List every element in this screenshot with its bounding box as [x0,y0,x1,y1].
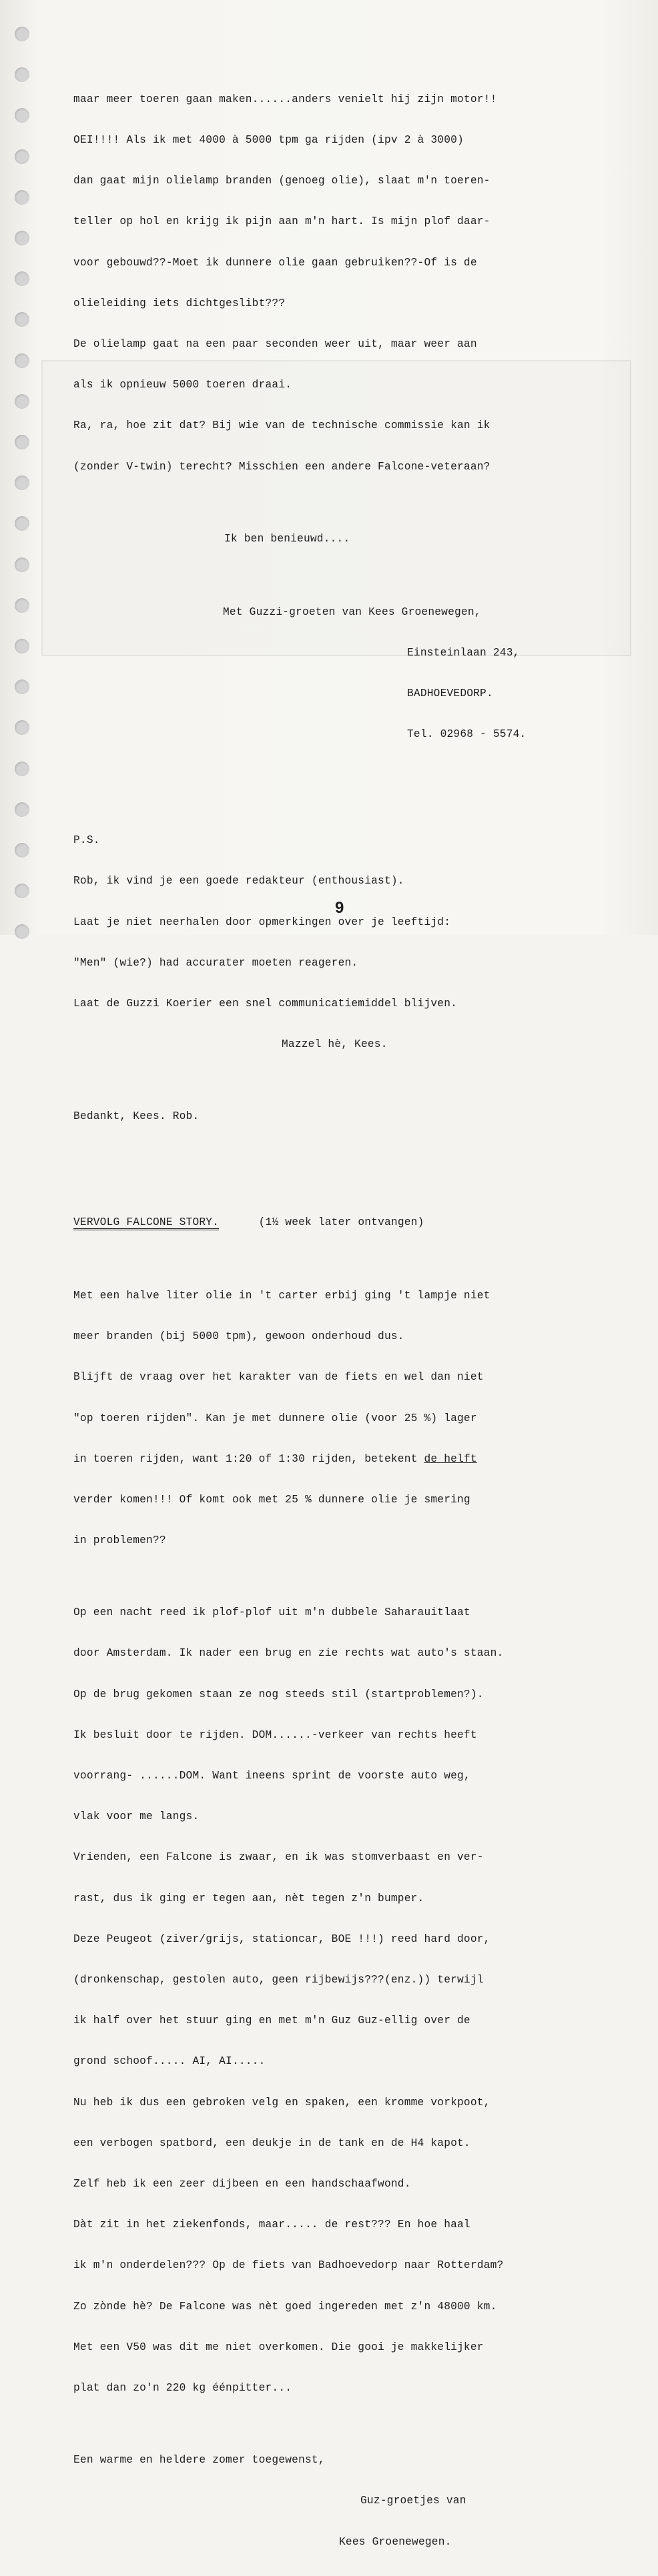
text-line: teller op hol en krijg ik pijn aan m'n hart. Is mijn plof daar- [73,215,490,228]
story-line: Dàt zit in het ziekenfonds, maar..... de rest??? En hoe haal [73,2219,470,2231]
page-number: 9 [335,899,344,917]
text-line: dan gaat mijn olielamp branden (genoeg olie), slaat m'n toeren- [73,175,490,187]
story-line: ik m'n onderdelen??? Op de fiets van Badhoevedorp naar Rotterdam? [73,2259,504,2272]
story-line: grond schoof..... AI, AI..... [73,2055,266,2068]
story-line: Zelf heb ik een zeer dijbeen en een handschaafwond. [73,2178,411,2191]
ps-line: Rob, ik vind je een goede redakteur (enthousiast). [73,875,404,888]
closing-signature-2: Kees Groenewegen. [339,2535,452,2548]
story-line: vlak voor me langs. [73,1810,200,1823]
story-line: voorrang- ......DOM. Want ineens sprint de voorste auto weg, [73,1770,470,1782]
binder-holes [15,27,35,934]
binder-hole [15,231,29,245]
story-line: Deze Peugeot (ziver/grijs, stationcar, BOE !!!) reed hard door, [73,1933,490,1945]
story-line: in problemen?? [73,1534,166,1547]
underlined-phrase: de helft [424,1452,477,1465]
story-line: verder komen!!! Of komt ook met 25 % dunnere olie je smering [73,1494,470,1506]
binder-hole [15,475,29,490]
story-line: meer branden (bij 5000 tpm), gewoon onderhoud dus. [73,1330,404,1343]
story-line: (dronkenschap, gestolen auto, geen rijbewijs???(enz.)) terwijl [73,1974,484,1987]
story-line: Op een nacht reed ik plof-plof uit m'n dubbele Saharauitlaat [73,1606,470,1619]
binder-hole [15,884,29,898]
address-street: Einsteinlaan 243, [407,646,520,659]
closing-line: Een warme en heldere zomer toegewenst, [73,2454,325,2467]
ps-line: Laat de Guzzi Koerier een snel communicatiemiddel blijven. [73,997,458,1010]
text-line: olieleiding iets dichtgeslibt??? [73,297,286,309]
binder-hole [15,353,29,368]
curious-line: Ik ben benieuwd.... [224,532,350,545]
story-line: Blijft de vraag over het karakter van de fiets en wel dan niet [73,1371,484,1384]
binder-hole [15,639,29,654]
binder-hole [15,435,29,449]
closing-signature-1: Guz-groetjes van [360,2495,466,2507]
text-line: OEI!!!! Als ik met 4000 à 5000 tpm ga rijden (ipv 2 à 3000) [73,134,464,147]
binder-hole [15,394,29,409]
text-line: Ra, ra, hoe zit dat? Bij wie van de technische commissie kan ik [73,419,490,432]
binder-hole [15,843,29,858]
binder-hole [15,271,29,286]
story-line: Ik besluit door te rijden. DOM......-verkeer van rechts heeft [73,1728,477,1741]
text-line: De olielamp gaat na een paar seconden weer uit, maar weer aan [73,338,477,351]
binder-hole [15,312,29,327]
story-line-part: in toeren rijden, want 1:20 of 1:30 rijden, betekent [73,1452,424,1465]
greeting-line: Met Guzzi-groeten van Kees Groenewegen, [223,605,481,618]
story-line: "op toeren rijden". Kan je met dunnere olie (voor 25 %) lager [73,1412,477,1424]
binder-hole [15,762,29,776]
binder-hole [15,557,29,572]
text-line: (zonder V-twin) terecht? Misschien een andere Falcone-veteraan? [73,460,490,473]
binder-hole [15,149,29,164]
story-line: Met een halve liter olie in 't carter erbij ging 't lampje niet [73,1289,490,1302]
ps-line: Laat je niet neerhalen door opmerkingen over je leeftijd: [73,916,451,928]
story-heading-line [73,1216,621,1229]
binder-hole [15,108,29,123]
text-line: als ik opnieuw 5000 toeren draai. [73,379,292,391]
story-line: door Amsterdam. Ik nader een brug en zie rechts wat auto's staan. [73,1647,504,1660]
typed-letter [73,65,621,2576]
binder-hole [15,680,29,694]
ps-signature: Mazzel hè, Kees. [282,1038,388,1051]
story-line: plat dan zo'n 220 kg éénpitter... [73,2382,292,2395]
binder-hole [15,598,29,613]
story-line: Vrienden, een Falcone is zwaar, en ik was stomverbaast en ver- [73,1851,484,1864]
binder-hole [15,516,29,531]
story-line: ik half over het stuur ging en met m'n Guz Guz-ellig over de [73,2015,470,2027]
thanks-line: Bedankt, Kees. Rob. [73,1110,200,1123]
binder-hole [15,924,29,939]
text-line: maar meer toeren gaan maken......anders venielt hij zijn motor!! [73,93,497,105]
ps-label: P.S. [73,834,100,847]
story-line: een verbogen spatbord, een deukje in de tank en de H4 kapot. [73,2137,470,2149]
binder-hole [15,802,29,817]
story-line: Met een V50 was dit me niet overkomen. Die gooi je makkelijker [73,2341,484,2353]
text-line: voor gebouwd??-Moet ik dunnere olie gaan gebruiken??-Of is de [73,256,477,269]
story-line: Zo zònde hè? De Falcone was nèt goed ingereden met z'n 48000 km. [73,2300,497,2313]
binder-hole [15,27,29,41]
address-phone: Tel. 02968 - 5574. [407,728,527,741]
story-line: Nu heb ik dus een gebroken velg en spaken, een kromme vorkpoot, [73,2096,490,2109]
received-note: (1½ week later ontvangen) [258,1216,424,1228]
story-line: Op de brug gekomen staan ze nog steeds stil (startproblemen?). [73,1688,484,1700]
ps-line: "Men" (wie?) had accurater moeten reageren. [73,956,358,969]
binder-hole [15,67,29,82]
story-heading: VERVOLG FALCONE STORY. [73,1217,219,1230]
address-city: BADHOEVEDORP. [407,688,493,700]
story-line: rast, dus ik ging er tegen aan, nèt tegen z'n bumper. [73,1892,424,1904]
binder-hole [15,190,29,205]
story-line [73,1452,621,1466]
binder-hole [15,720,29,735]
